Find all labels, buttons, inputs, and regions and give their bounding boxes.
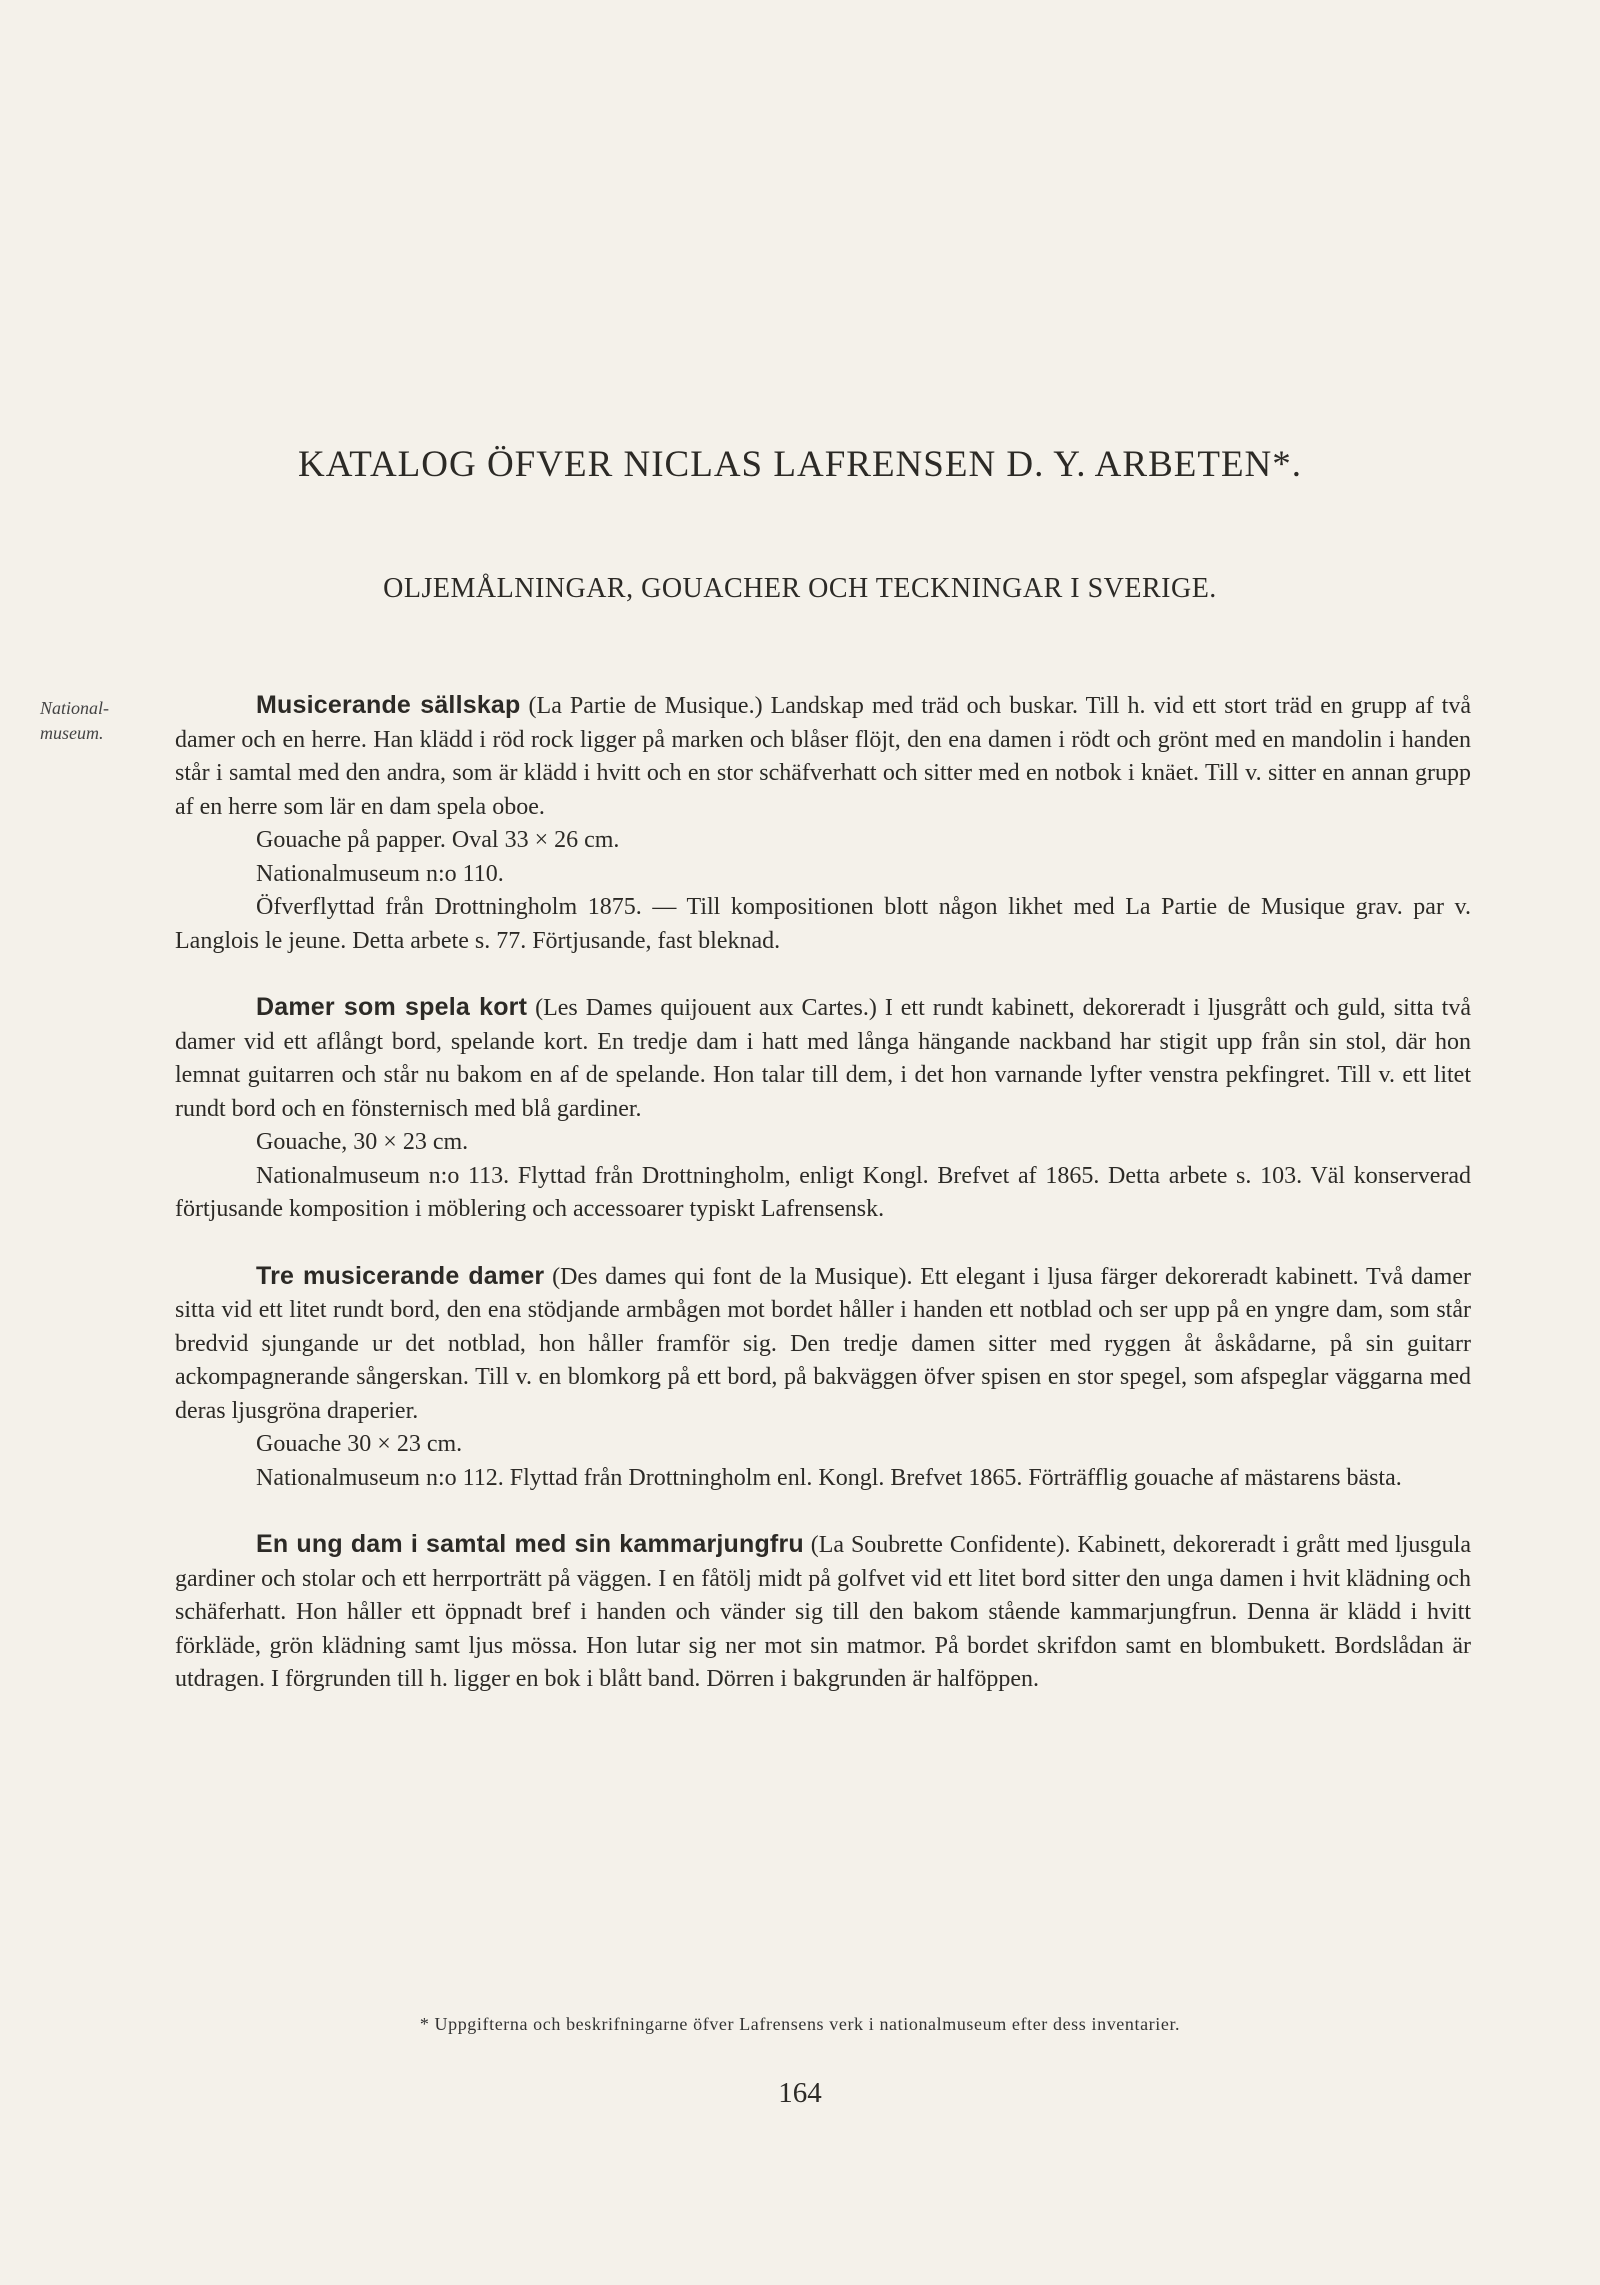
entry-detail: Gouache 30 × 23 cm. <box>256 1431 463 1457</box>
entry-detail: Nationalmuseum n:o 112. Flyttad från Drottningholm enl. Kongl. Brefvet 1865. Förträfflig gouache af mästarens bästa. <box>256 1464 1402 1491</box>
entry-paragraph <box>175 991 1471 1126</box>
entry-heading: Damer som spela kort <box>256 993 528 1021</box>
entry-paragraph <box>175 1260 1471 1429</box>
entry-heading: Tre musicerande damer <box>256 1261 545 1290</box>
margin-note-line: museum. <box>40 723 104 743</box>
page-title: KATALOG ÖFVER NICLAS LAFRENSEN D. Y. ARBETEN*. <box>297 443 1303 485</box>
entry-detail: Öfverflyttad från Drottningholm 1875. — Till kompositionen blott någon likhet med La Partie de Musique grav. par v. Langlois le jeune. Detta arbete s. 77. Förtjusande, fast bleknad. <box>175 894 1471 954</box>
catalog-entry <box>175 1260 1471 1496</box>
entry-paragraph <box>175 689 1471 824</box>
section-subtitle: OLJEMÅLNINGAR, GOUACHER OCH TECKNINGAR I SVERIGE. <box>383 573 1217 604</box>
margin-note-line: National- <box>40 698 110 718</box>
entry-description: (La Soubrette Confidente). Kabinett, dekoreradt i grått med ljusgula gardiner och stolar och ett herrporträtt på väggen. I en fåtölj midt på golfvet vid ett litet bord sitter den unga damen i hvit klädning och schäferhatt. Hon håller ett öppnadt bref i handen och vänder sig till den bakom stående kammarjungfrun. Denna är klädd i hvitt förkläde, grön klädning samt ljus mössa. Hon lutar sig ner mot sin matmor. På bordet skrifdon samt en blombukett. Bordslådan är utdragen. I förgrunden till h. ligger en bok i blått band. Dörren i bakgrunden är halföppen. <box>175 1532 1471 1692</box>
catalog-entries <box>175 689 1471 1697</box>
entry-detail: Nationalmuseum n:o 113. Flyttad från Drottningholm, enligt Kongl. Brefvet af 1865. Detta arbete s. 103. Väl konserverad förtjusande komposition i möblering och accessoarer typiskt Lafrensensk. <box>175 1162 1471 1222</box>
entry-description: (Des dames qui font de la Musique). Ett elegant i ljusa färger dekoreradt kabinett. Två damer sitta vid ett litet rundt bord, den ena stödjande armbågen mot bordet håller i handen ett notblad och ser upp på en yngre dam, som står bredvid sjungande ur det notblad, hon håller framför sig. Den tredje damen sitter med ryggen åt åskådarne, på sin guitarr ackompagnerande sångerskan. Till v. en blomkorg på ett bord, på bakväggen öfver spisen en stor spegel, som afspeglar väggarna med deras ljusgröna draperier. <box>175 1263 1471 1424</box>
catalog-entry <box>175 689 1471 958</box>
catalog-entry <box>175 1528 1471 1697</box>
catalog-entry <box>175 991 1471 1227</box>
entry-heading: En ung dam i samtal med sin kammarjungfru <box>256 1530 804 1558</box>
entry-detail: Gouache, 30 × 23 cm. <box>256 1129 469 1155</box>
entry-detail: Nationalmuseum n:o 110. <box>256 860 504 887</box>
entry-heading: Musicerande sällskap <box>256 691 521 719</box>
entry-paragraph <box>175 1528 1471 1697</box>
entry-description: (La Partie de Musique.) Landskap med träd och buskar. Till h. vid ett stort träd en grupp af två damer och en herre. Han klädd i röd rock ligger på marken och blåser flöjt, den ena damen i rödt och grönt med en mandolin i handen står i samtal med den andra, som är klädd i hvitt och en stor schäfverhatt och sitter med en notbok i knäet. Till v. sitter en annan grupp af en herre som lär en dam spela oboe. <box>175 693 1471 820</box>
entry-description: (Les Dames quijouent aux Cartes.) I ett rundt kabinett, dekoreradt i ljusgrått och guld, sitta två damer vid ett aflångt bord, spelande kort. En tredje dam i hatt med långa hängande nackband har stigit upp från sin stol, där hon lemnat guitarren och står nu bakom en af de spelande. Hon talar till dem, i det hon varnande lyfter venstra pekfingret. Till v. ett litet rundt bord och en fönsternisch med blå gardiner. <box>175 995 1472 1122</box>
entry-detail: Gouache på papper. Oval 33 × 26 cm. <box>256 827 620 853</box>
footnote: * Uppgifterna och beskrifningarne öfver Lafrensens verk i nationalmuseum efter dess inventarier. <box>419 2014 1181 2034</box>
page-number: 164 <box>778 2077 822 2109</box>
margin-note <box>40 696 170 746</box>
